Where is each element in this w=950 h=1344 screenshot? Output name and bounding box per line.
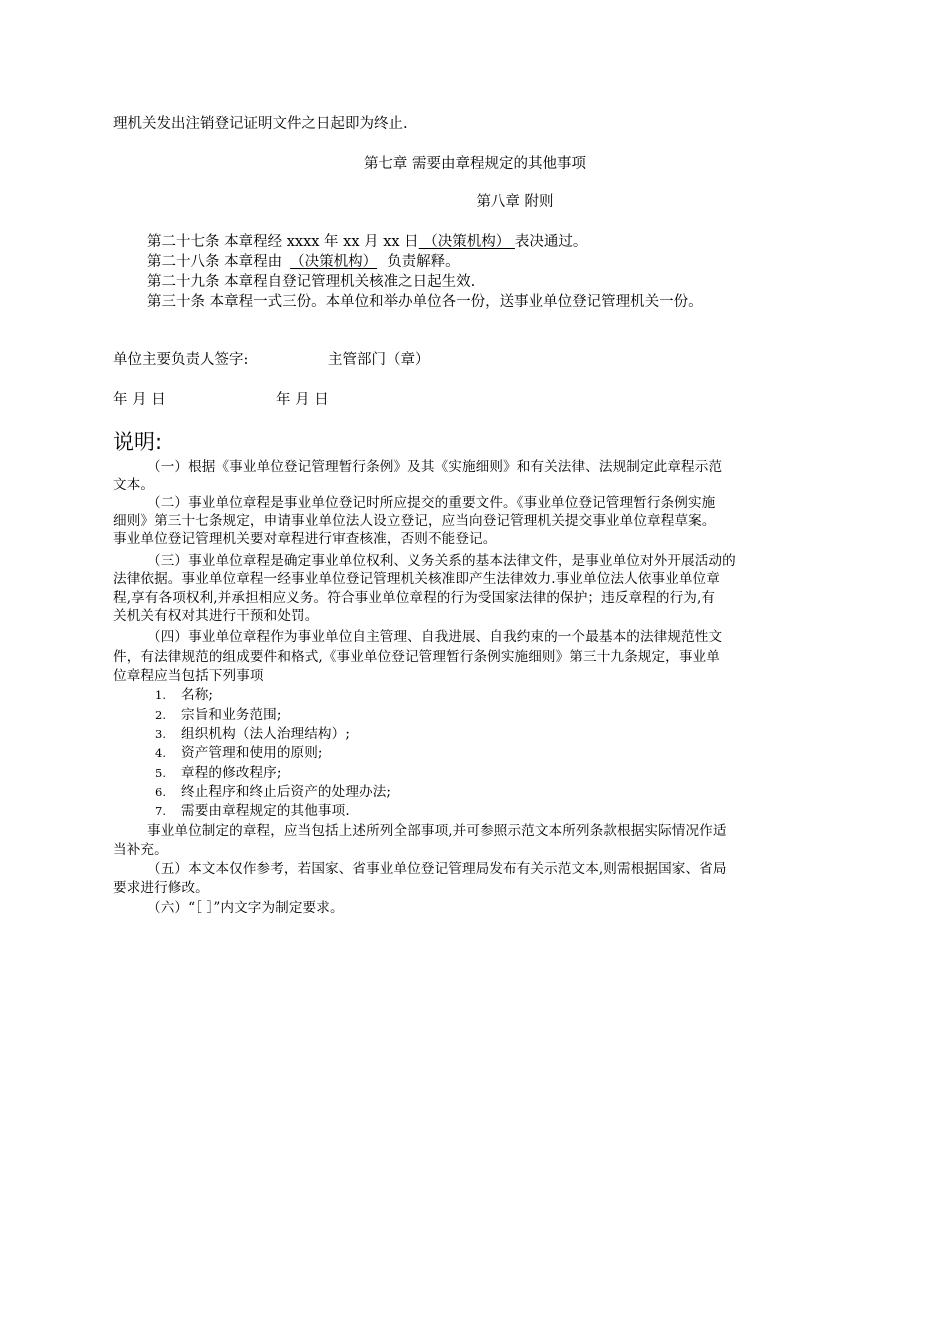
decision-body-blank: （决策机构） bbox=[290, 254, 378, 270]
list-item bbox=[155, 706, 282, 724]
note-paragraph-3: 关机关有权对其进行干预和处罚。 bbox=[113, 608, 319, 624]
note-paragraph-2: （二）事业单位章程是事业单位登记时所应提交的重要文件。《事业单位登记管理暂行条例实施 bbox=[147, 495, 716, 511]
note-paragraph-3: 法律依据。事业单位章程一经事业单位登记管理机关核准即产生法律效力.事业单位法人依事业单位章 bbox=[113, 571, 720, 587]
note-paragraph-4: 位章程应当包括下列事项 bbox=[113, 668, 264, 684]
authority-seal-label: 主管部门（章） bbox=[328, 352, 430, 368]
chapter-8-heading: 第八章 附则 bbox=[476, 194, 554, 210]
list-number: 5. bbox=[155, 766, 167, 780]
note-paragraph-3: （三）事业单位章程是确定事业单位权利、义务关系的基本法律文件，是事业单位对外开展活动的 bbox=[147, 553, 736, 569]
list-text: 资产管理和使用的原则; bbox=[181, 745, 323, 761]
article-28-text-end: 负责解释。 bbox=[387, 254, 460, 270]
list-text: 组织机构（法人治理结构）; bbox=[181, 726, 351, 742]
chapter-7-heading: 第七章 需要由章程规定的其他事项 bbox=[363, 156, 587, 172]
note-paragraph-1: 文本。 bbox=[113, 477, 155, 493]
notes-title: 说明: bbox=[113, 430, 163, 454]
decision-body-blank: （决策机构） bbox=[418, 234, 515, 250]
list-text: 名称; bbox=[181, 687, 214, 703]
signature-label: 单位主要负责人签字: bbox=[113, 352, 249, 368]
list-item bbox=[155, 802, 350, 820]
list-number: 1. bbox=[155, 688, 167, 702]
date-right: 年 月 日 bbox=[276, 392, 329, 408]
article-28 bbox=[147, 252, 460, 272]
date-left: 年 月 日 bbox=[113, 392, 166, 408]
article-29: 第二十九条 本章程自登记管理机关核准之日起生效. bbox=[147, 274, 476, 290]
list-item bbox=[155, 744, 323, 762]
list-item bbox=[155, 686, 213, 704]
note-paragraph-1: （一）根据《事业单位登记管理暂行条例》及其《实施细则》和有关法律、法规制定此章程示范 bbox=[147, 459, 723, 475]
list-text: 章程的修改程序; bbox=[181, 765, 282, 781]
note-paragraph-4: 件，有法律规范的组成要件和格式,《事业单位登记管理暂行条例实施细则》第三十九条规定，事业单 bbox=[113, 649, 720, 665]
note-paragraph-5: 当补充。 bbox=[113, 842, 168, 858]
article-27 bbox=[147, 232, 587, 252]
list-text: 需要由章程规定的其他事项. bbox=[181, 803, 350, 819]
note-paragraph-4: （四）事业单位章程作为事业单位自主管理、自我进展、自我约束的一个最基本的法律规范性文 bbox=[147, 629, 723, 645]
note-paragraph-2: 事业单位登记管理机关要对章程进行审查核准，否则不能登记。 bbox=[113, 531, 497, 547]
note-paragraph-3: 程,享有各项权利,并承担相应义务。符合事业单位章程的行为受国家法律的保护；违反章程的行为,有 bbox=[113, 590, 716, 606]
note-paragraph-6: （五）本文本仅作参考，若国家、省事业单位登记管理局发布有关示范文本,则需根据国家、省局 bbox=[147, 861, 727, 877]
list-number: 3. bbox=[155, 727, 167, 741]
note-paragraph-2: 细则》第三十七条规定，申请事业单位法人设立登记，应当向登记管理机关提交事业单位章程草案。 bbox=[113, 513, 716, 529]
list-text: 终止程序和终止后资产的处理办法; bbox=[181, 784, 392, 800]
article-28-text: 第二十八条 本章程由 bbox=[147, 254, 283, 270]
article-27-text-end: 表决通过。 bbox=[514, 234, 588, 250]
note-paragraph-6: 要求进行修改。 bbox=[113, 880, 209, 896]
list-number: 2. bbox=[155, 708, 167, 722]
list-number: 6. bbox=[155, 785, 167, 799]
list-number: 7. bbox=[155, 804, 167, 818]
list-item bbox=[155, 764, 282, 782]
article-30: 第三十条 本章程一式三份。本单位和举办单位各一份，送事业单位登记管理机关一份。 bbox=[147, 294, 703, 310]
note-paragraph-5: 事业单位制定的章程，应当包括上述所列全部事项,并可参照示范文本所列条款根据实际情况作适 bbox=[147, 823, 727, 839]
article-27-text: 第二十七条 本章程经 xxxx 年 xx 月 xx 日 bbox=[147, 234, 419, 250]
note-paragraph-7: （六）“［ ］”内文字为制定要求。 bbox=[147, 900, 344, 916]
list-item bbox=[155, 725, 350, 743]
list-item bbox=[155, 783, 391, 801]
text-line: 理机关发出注销登记证明文件之日起即为终止. bbox=[113, 116, 408, 132]
list-number: 4. bbox=[155, 746, 167, 760]
list-text: 宗旨和业务范围; bbox=[181, 707, 282, 723]
